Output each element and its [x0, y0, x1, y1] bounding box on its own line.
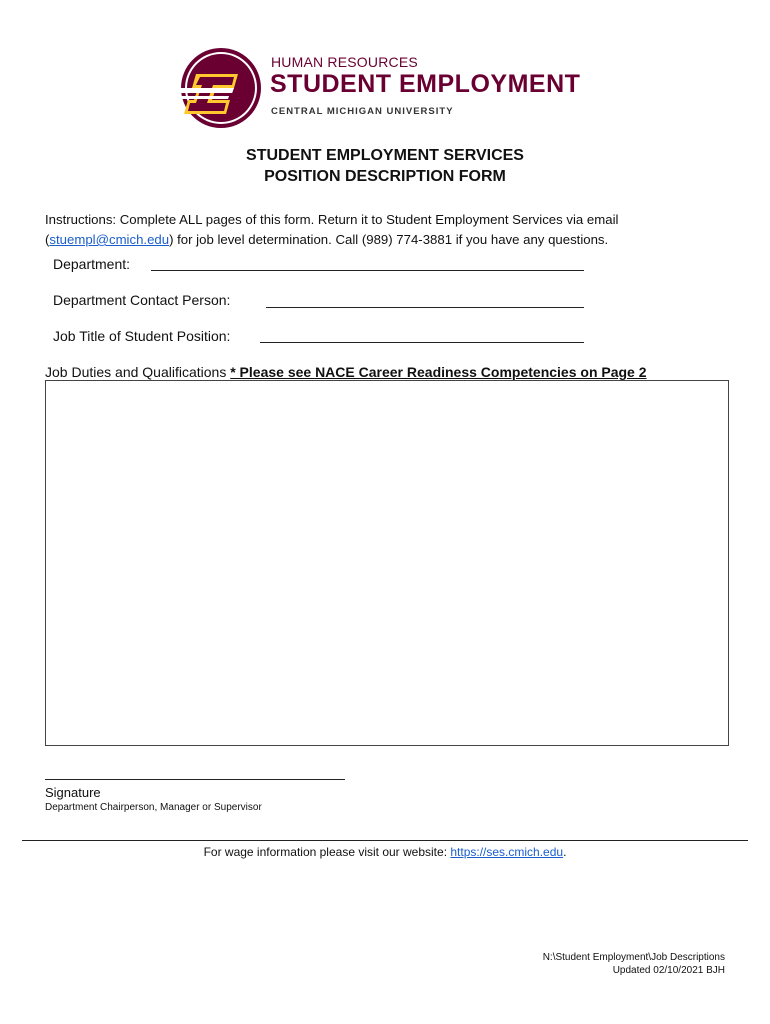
signature-sublabel: Department Chairperson, Manager or Supervisor [45, 802, 262, 813]
website-link[interactable]: https://ses.cmich.edu [450, 845, 564, 859]
job-title-label: Job Title of Student Position: [53, 328, 231, 344]
divider [22, 840, 748, 841]
header-university: CENTRAL MICHIGAN UNIVERSITY [271, 106, 454, 117]
footer-updated: Updated 02/10/2021 BJH [612, 965, 725, 976]
instructions [45, 210, 735, 250]
duties-label: Job Duties and Qualifications [45, 364, 231, 380]
signature-label: Signature [45, 785, 101, 800]
wage-text: For wage information please visit our website: [203, 845, 451, 859]
department-label: Department: [53, 256, 131, 272]
header-dept: HUMAN RESOURCES [271, 54, 418, 70]
cmu-c-logo-icon [176, 44, 266, 132]
wage-end: . [563, 845, 567, 859]
department-field[interactable] [151, 270, 584, 271]
duties-textarea[interactable] [45, 380, 729, 746]
form-title-line2: POSITION DESCRIPTION FORM [264, 168, 506, 185]
form-title-line1: STUDENT EMPLOYMENT SERVICES [246, 147, 524, 164]
instructions-part1: Instructions: Complete ALL pages of this form. Return it to Student Employment Services via email ( [45, 212, 619, 247]
duties-heading [45, 364, 647, 380]
footer-path: N:\Student Employment\Job Descriptions [542, 952, 725, 963]
wage-info [0, 845, 770, 859]
signature-line[interactable] [45, 779, 345, 780]
email-link[interactable]: stuempl@cmich.edu [49, 232, 170, 247]
contact-person-label: Department Contact Person: [53, 292, 231, 308]
job-title-field[interactable] [260, 342, 584, 343]
header-unit: STUDENT EMPLOYMENT [270, 70, 581, 98]
duties-note: * Please see NACE Career Readiness Competencies on Page 2 [230, 364, 647, 380]
contact-person-field[interactable] [266, 307, 584, 308]
instructions-part2: ) for job level determination. Call (989) 774-3881 if you have any questions. [169, 232, 609, 247]
